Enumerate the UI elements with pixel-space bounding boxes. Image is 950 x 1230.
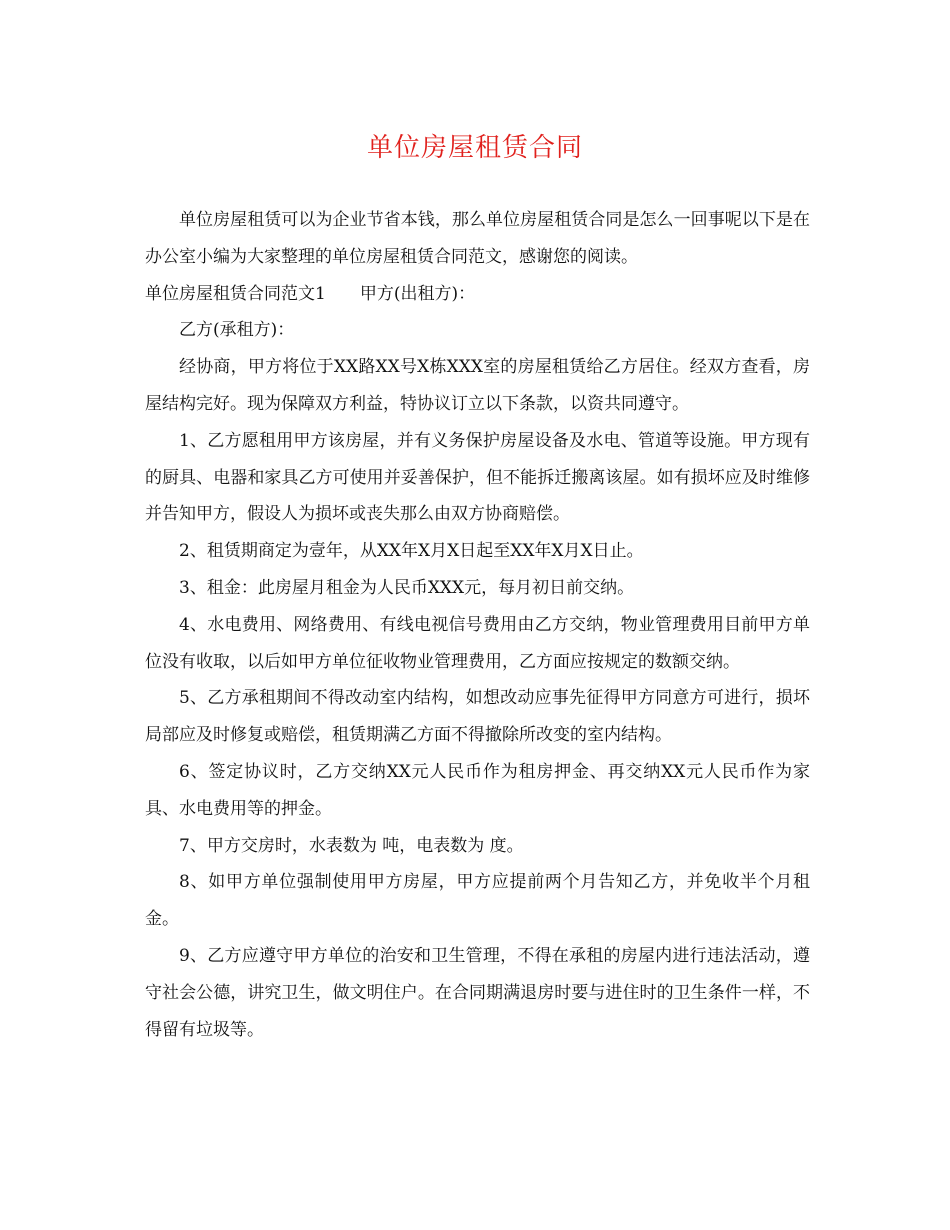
document-title: 单位房屋租赁合同 xyxy=(366,133,583,163)
clause-3: 3、租金：此房屋月租金为人民币XXX元，每月初日前交纳。 xyxy=(179,577,635,598)
preamble-paragraph: 经协商，甲方将位于XX路XX号X栋XXX室的房屋租赁给乙方居住。经双方查看，房屋结构完好。现为保障双方利益，特协议订立以下条款，以资共同遵守。 xyxy=(145,357,810,414)
party-a-label: 甲方(出租方)： xyxy=(359,283,476,304)
clause-4: 4、水电费用、网络费用、有线电视信号费用由乙方交纳，物业管理费用目前甲方单位没有收取，以后如甲方单位征收物业管理费用，乙方面应按规定的数额交纳。 xyxy=(145,614,810,672)
clause-8: 8、如甲方单位强制使用甲方房屋，甲方应提前两个月告知乙方，并免收半个月租金。 xyxy=(145,872,810,930)
clause-6: 6、签定协议时，乙方交纳XX元人民币作为租房押金、再交纳XX元人民币作为家具、水电费用等的押金。 xyxy=(145,761,810,819)
intro-paragraph: 单位房屋租赁可以为企业节省本钱，那么单位房屋租赁合同是怎么一回事呢以下是在办公室小编为大家整理的单位房屋租赁合同范文，感谢您的阅读。 xyxy=(145,210,810,267)
sample-heading: 单位房屋租赁合同范文1 xyxy=(145,283,326,304)
clause-2: 2、租赁期商定为壹年，从XX年X月X日起至XX年X月X日止。 xyxy=(179,541,644,562)
sample-heading-line xyxy=(145,276,810,313)
clause-7: 7、甲方交房时，水表数为 吨，电表数为 度。 xyxy=(179,835,524,856)
party-b-label: 乙方(承租方)： xyxy=(179,320,295,341)
document-body xyxy=(145,202,810,1048)
clause-1: 1、乙方愿租用甲方该房屋，并有义务保护房屋设备及水电、管道等设施。甲方现有的厨具、电器和家具乙方可使用并妥善保护，但不能拆迁搬离该屋。如有损坏应及时维修并告知甲方，假设人为损坏或丧失那么由双方协商赔偿。 xyxy=(145,430,810,525)
clause-5: 5、乙方承租期间不得改动室内结构，如想改动应事先征得甲方同意方可进行，损坏局部应及时修复或赔偿，租赁期满乙方面不得撤除所改变的室内结构。 xyxy=(145,688,810,746)
clause-9: 9、乙方应遵守甲方单位的治安和卫生管理，不得在承租的房屋内进行违法活动，遵守社会公德，讲究卫生，做文明住户。在合同期满退房时要与进住时的卫生条件一样，不得留有垃圾等。 xyxy=(145,945,810,1040)
